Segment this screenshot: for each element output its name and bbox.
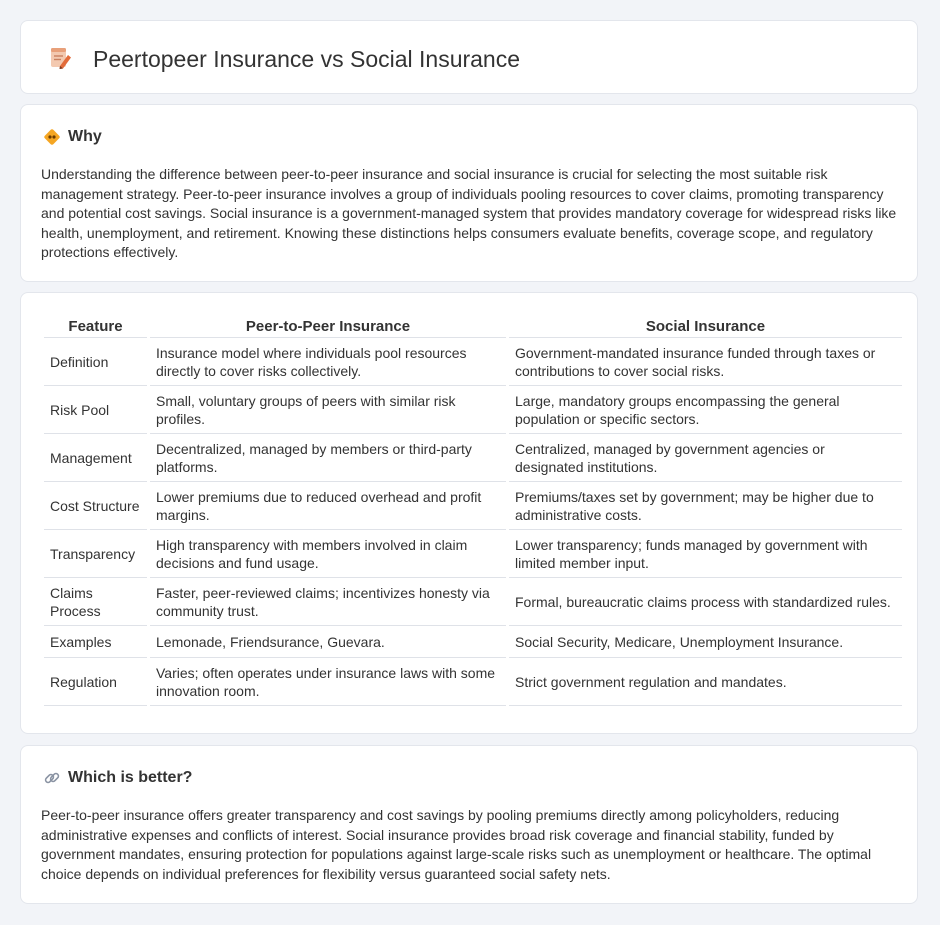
- social-cell: Strict government regulation and mandates.: [509, 658, 902, 706]
- comparison-table: [41, 315, 905, 706]
- feature-cell: Examples: [44, 626, 147, 658]
- p2p-cell: Lower premiums due to reduced overhead and profit margins.: [150, 482, 506, 530]
- table-row: [44, 338, 902, 386]
- social-cell: Social Security, Medicare, Unemployment Insurance.: [509, 626, 902, 658]
- p2p-cell: Varies; often operates under insurance laws with some innovation room.: [150, 658, 506, 706]
- comparison-table-card: [20, 292, 918, 734]
- feature-cell: Regulation: [44, 658, 147, 706]
- social-cell: Centralized, managed by government agencies or designated institutions.: [509, 434, 902, 482]
- p2p-cell: Decentralized, managed by members or third-party platforms.: [150, 434, 506, 482]
- social-cell: Government-mandated insurance funded through taxes or contributions to cover social risks.: [509, 338, 902, 386]
- p2p-cell: Faster, peer-reviewed claims; incentivizes honesty via community trust.: [150, 578, 506, 626]
- which-is-better-section: [20, 745, 918, 904]
- feature-cell: Management: [44, 434, 147, 482]
- feature-cell: Risk Pool: [44, 386, 147, 434]
- p2p-cell: Insurance model where individuals pool resources directly to cover risks collectively.: [150, 338, 506, 386]
- social-cell: Formal, bureaucratic claims process with standardized rules.: [509, 578, 902, 626]
- social-cell: Lower transparency; funds managed by government with limited member input.: [509, 530, 902, 578]
- column-header: Peer-to-Peer Insurance: [150, 315, 506, 338]
- p2p-cell: High transparency with members involved in claim decisions and fund usage.: [150, 530, 506, 578]
- column-header: Feature: [44, 315, 147, 338]
- better-text: Peer-to-peer insurance offers greater transparency and cost savings by pooling premiums directly among policyholders, reducing administrative expenses and conflicts of interest. Social insurance provides broad risk coverage and financial stability, funded by government mandates, ensuring protection for populations against large-scale risks such as unemployment or healthcare. The optimal choice depends on individual preferences for flexibility versus guaranteed social safety nets.: [41, 807, 872, 882]
- diamond-sign-icon: [43, 128, 61, 146]
- page-title: Peertopeer Insurance vs Social Insurance: [93, 46, 521, 72]
- feature-cell: Cost Structure: [44, 482, 147, 530]
- why-title: Why: [68, 128, 102, 145]
- column-header: Social Insurance: [509, 315, 902, 338]
- feature-cell: Claims Process: [44, 578, 147, 626]
- table-header-row: [44, 315, 902, 338]
- link-icon: [43, 769, 61, 787]
- table-row: [44, 578, 902, 626]
- table-row: [44, 658, 902, 706]
- better-header: [43, 768, 192, 788]
- better-title: Which is better?: [68, 769, 193, 786]
- social-cell: Large, mandatory groups encompassing the general population or specific sectors.: [509, 386, 902, 434]
- why-section: [20, 104, 918, 282]
- table-row: [44, 434, 902, 482]
- table-row: [44, 626, 902, 658]
- why-text: Understanding the difference between peer-to-peer insurance and social insurance is crucial for selecting the most suitable risk management strategy. Peer-to-peer insurance involves a group of individuals pooling resources to cover claims, promoting transparency and potential cost savings. Social insurance is a government-managed system that provides mandatory coverage for widespread risks like health, unemployment, and retirement. Knowing these distinctions helps consumers evaluate benefits, coverage scope, and regulatory protections effectively.: [41, 166, 897, 260]
- social-cell: Premiums/taxes set by government; may be higher due to administrative costs.: [509, 482, 902, 530]
- table-row: [44, 482, 902, 530]
- why-header: [43, 127, 102, 147]
- feature-cell: Transparency: [44, 530, 147, 578]
- title-card: [20, 20, 918, 94]
- document-pen-icon: [47, 45, 73, 71]
- p2p-cell: Small, voluntary groups of peers with similar risk profiles.: [150, 386, 506, 434]
- feature-cell: Definition: [44, 338, 147, 386]
- p2p-cell: Lemonade, Friendsurance, Guevara.: [150, 626, 506, 658]
- table-row: [44, 386, 902, 434]
- table-row: [44, 530, 902, 578]
